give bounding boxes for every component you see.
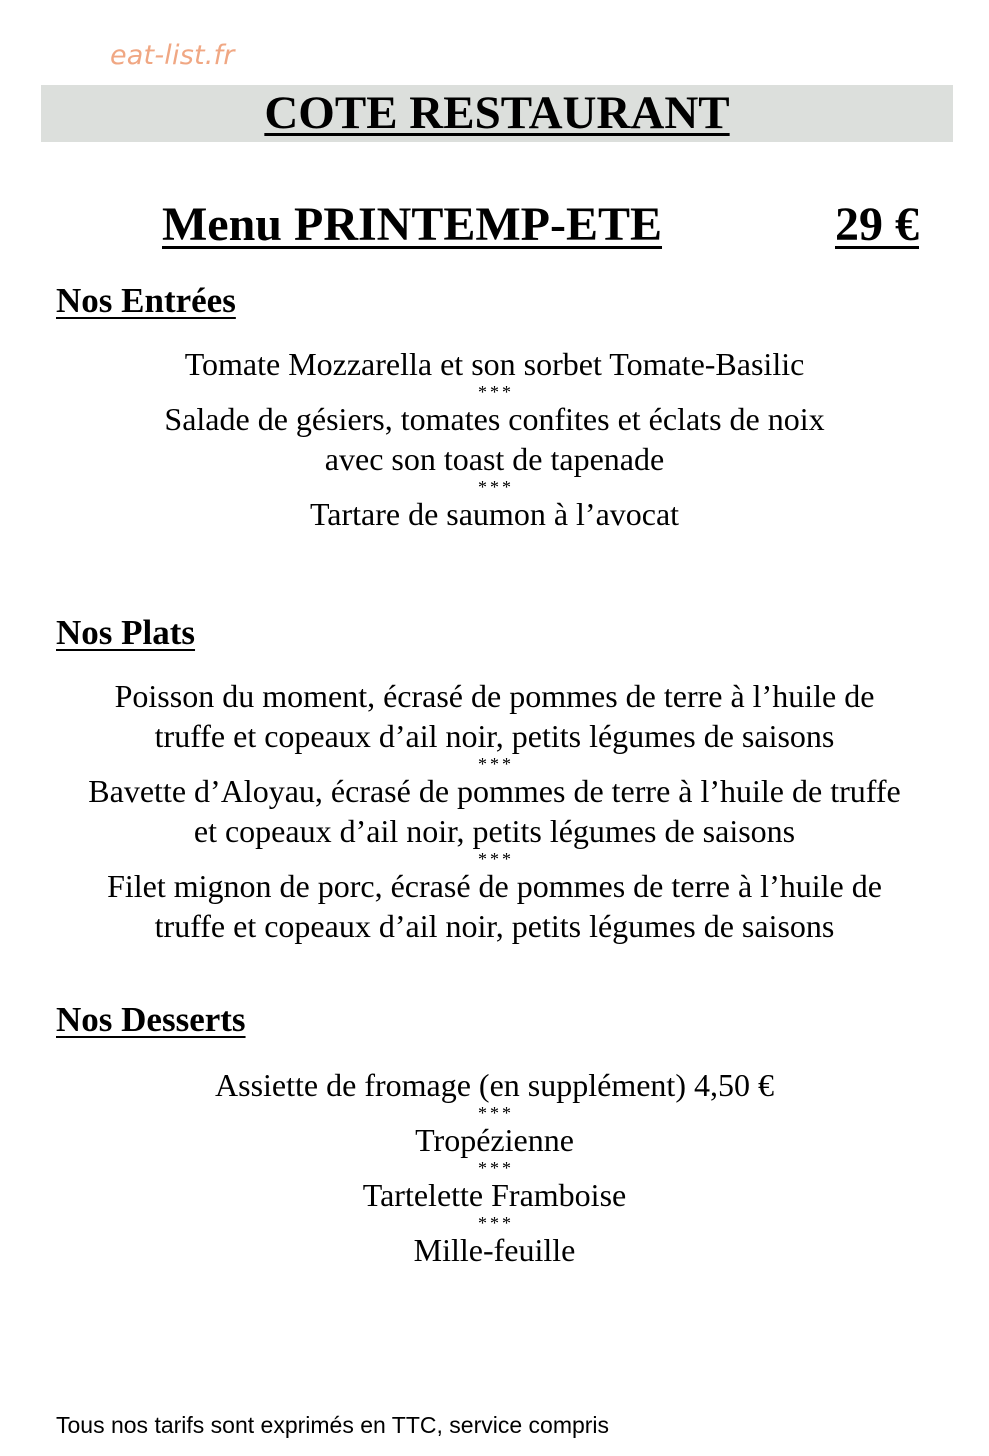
menu-item-line: Tropézienne xyxy=(415,1122,574,1158)
desserts-list xyxy=(30,1065,959,1270)
menu-item xyxy=(30,399,959,479)
entrees-list xyxy=(30,344,959,534)
menu-item-line: Tomate Mozzarella et son sorbet Tomate-Basilic xyxy=(184,346,805,382)
menu-price: 29 € xyxy=(835,198,919,251)
item-separator: *** xyxy=(478,754,514,774)
menu-item xyxy=(30,866,959,946)
menu-item xyxy=(30,676,959,756)
menu-item-line: Bavette d’Aloyau, écrasé de pommes de terre à l’huile de truffe xyxy=(88,773,901,809)
menu-item-line: Salade de gésiers, tomates confites et éclats de noix xyxy=(164,401,825,437)
menu-item xyxy=(30,1120,959,1160)
watermark: eat-list.fr xyxy=(110,40,235,71)
section-heading-desserts: Nos Desserts xyxy=(56,1000,246,1039)
menu-item-line: et copeaux d’ail noir, petits légumes de saisons xyxy=(193,813,796,849)
menu-item-line: Tartelette Framboise xyxy=(362,1177,627,1213)
menu-item xyxy=(30,1230,959,1270)
menu-item xyxy=(30,1175,959,1215)
item-separator: *** xyxy=(478,849,514,869)
menu-item-line: Filet mignon de porc, écrasé de pommes de terre à l’huile de xyxy=(107,868,882,904)
menu-item-line: truffe et copeaux d’ail noir, petits légumes de saisons xyxy=(154,908,835,944)
item-separator: *** xyxy=(478,1158,514,1178)
menu-item-line: Poisson du moment, écrasé de pommes de terre à l’huile de xyxy=(114,678,875,714)
section-heading-entrees: Nos Entrées xyxy=(56,281,236,320)
plats-list xyxy=(30,676,959,946)
menu-item-line: Tartare de saumon à l’avocat xyxy=(309,496,680,532)
item-separator: *** xyxy=(478,382,514,402)
item-separator: *** xyxy=(478,1213,514,1233)
menu-item xyxy=(30,494,959,534)
footer-note: Tous nos tarifs sont exprimés en TTC, service compris xyxy=(56,1412,610,1438)
menu-item-line: Assiette de fromage (en supplément) 4,50 € xyxy=(215,1067,774,1103)
menu-item xyxy=(30,771,959,851)
menu-item xyxy=(30,344,959,384)
item-separator: *** xyxy=(478,477,514,497)
restaurant-name: COTE RESTAURANT xyxy=(264,87,730,139)
menu-item-line: Mille-feuille xyxy=(413,1232,576,1268)
section-heading-plats: Nos Plats xyxy=(56,613,196,652)
menu-item xyxy=(30,1065,959,1105)
menu-item-line: truffe et copeaux d’ail noir, petits légumes de saisons xyxy=(154,718,835,754)
menu-item-line: avec son toast de tapenade xyxy=(324,441,665,477)
item-separator: *** xyxy=(478,1103,514,1123)
menu-title: Menu PRINTEMP-ETE xyxy=(162,198,663,251)
restaurant-banner xyxy=(41,85,953,142)
